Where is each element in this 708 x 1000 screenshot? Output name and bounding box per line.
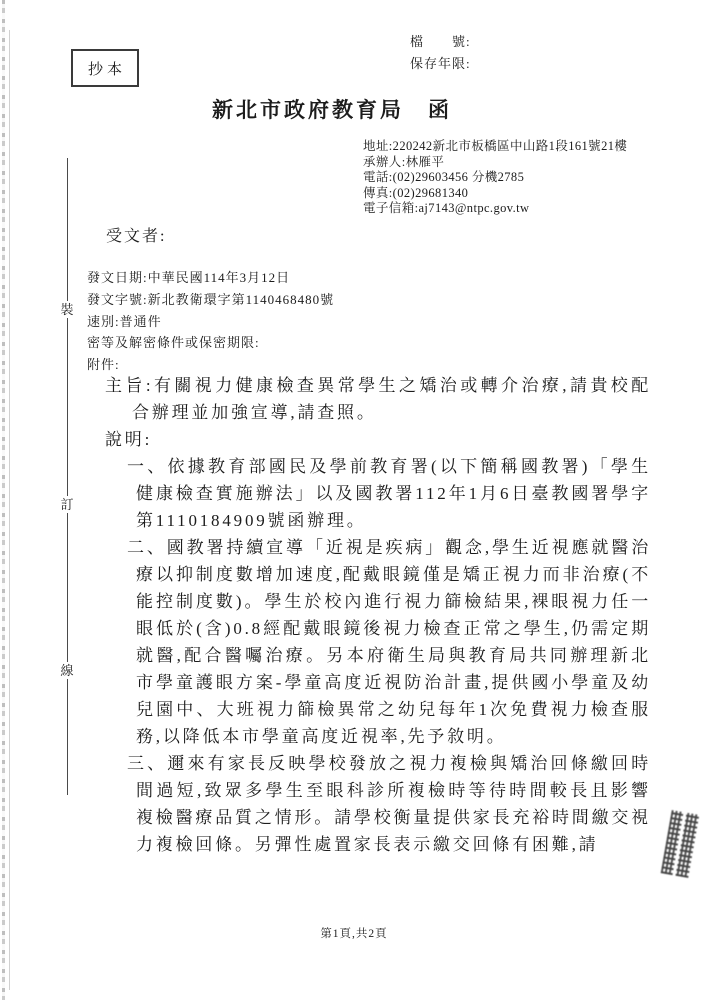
sender-phone: 電話:(02)29603456 分機2785 (363, 170, 525, 185)
binding-mark-zhuang: 裝 (58, 301, 76, 318)
scan-edge-line (9, 30, 10, 990)
dispatch-secrecy: 密等及解密條件或保密期限: (87, 335, 260, 351)
item-text: 邇來有家長反映學校發放之視力複檢與矯治回條繳回時間過短,致眾多學生至眼科診所複檢時等待時間較長且影響複檢醫療品質之情形。請學校衡量提供家長充裕時間繳交視力複檢回條。另彈性處置家長表示繳交回條有困難,請 (136, 754, 651, 854)
copy-stamp-label: 抄本 (87, 61, 126, 78)
dispatch-date: 發文日期:中華民國114年3月12日 (87, 270, 291, 285)
subject-label: 主旨: (105, 376, 154, 395)
document-title: 新北市政府教育局 函 (212, 98, 452, 122)
explanation-label: 說明: (105, 430, 153, 449)
explanation-item-2 (127, 534, 651, 750)
sender-email: 電子信箱:aj7143@ntpc.gov.tw (363, 201, 530, 216)
item-number: 三、 (127, 754, 168, 773)
illegible-seal-stamp-icon (661, 810, 700, 878)
explanation-item-1 (127, 453, 651, 534)
binding-line (67, 158, 68, 795)
letter-body (105, 372, 651, 858)
item-number: 一、 (127, 457, 168, 476)
binding-mark-xian: 線 (58, 662, 76, 679)
page-number-footer: 第1頁,共2頁 (320, 928, 388, 940)
recipient-label: 受文者: (106, 228, 167, 245)
sender-address: 地址:220242新北市板橋區中山路1段161號21樓 (363, 139, 628, 153)
dispatch-attachment: 附件: (87, 357, 120, 373)
dispatch-number: 發文字號:新北教衛環字第1140468480號 (87, 291, 335, 307)
sender-contact-block (363, 139, 627, 217)
retention-label: 保存年限: (410, 56, 471, 71)
item-number: 二、 (127, 538, 167, 557)
scan-edge-artifact (2, 0, 5, 1000)
explanation-item-3 (127, 750, 651, 858)
sender-fax: 傳真:(02)29681340 (363, 185, 469, 200)
subject-paragraph (105, 372, 651, 426)
item-text: 國教署持續宣導「近視是疾病」觀念,學生近視應就醫治療以抑制度數增加速度,配戴眼鏡僅是矯正視力而非治療(不能控制度數)。學生於校內進行視力篩檢結果,裸眼視力任一眼低於(含)0.8經配戴眼鏡後視力檢查正常之學生,仍需定期就醫,配合醫囑治療。另本府衛生局與教育局共同辦理新北市學童護眼方案-學童高度近視防治計畫,提供國小學童及幼兒園中、大班視力篩檢異常之幼兒每年1次免費視力檢查服務,以降低本市學童高度近視率,先予敘明。 (136, 538, 651, 746)
dispatch-speed: 速別:普通件 (87, 313, 162, 329)
binding-mark-ding: 訂 (58, 496, 76, 513)
sender-contact-person: 承辦人:林雁平 (363, 154, 445, 169)
file-no-label: 檔 號: (410, 34, 471, 49)
copy-stamp-box (71, 49, 139, 87)
dispatch-meta-block (87, 267, 334, 376)
subject-text: 有關視力健康檢查異常學生之矯治或轉介治療,請貴校配合辦理並加強宣導,請查照。 (132, 376, 652, 422)
item-text: 依據教育部國民及學前教育署(以下簡稱國教署)「學生健康檢查實施辦法」以及國教署112年1月6日臺教國署學字第1110184909號函辦理。 (136, 457, 651, 530)
archive-labels (410, 31, 471, 75)
